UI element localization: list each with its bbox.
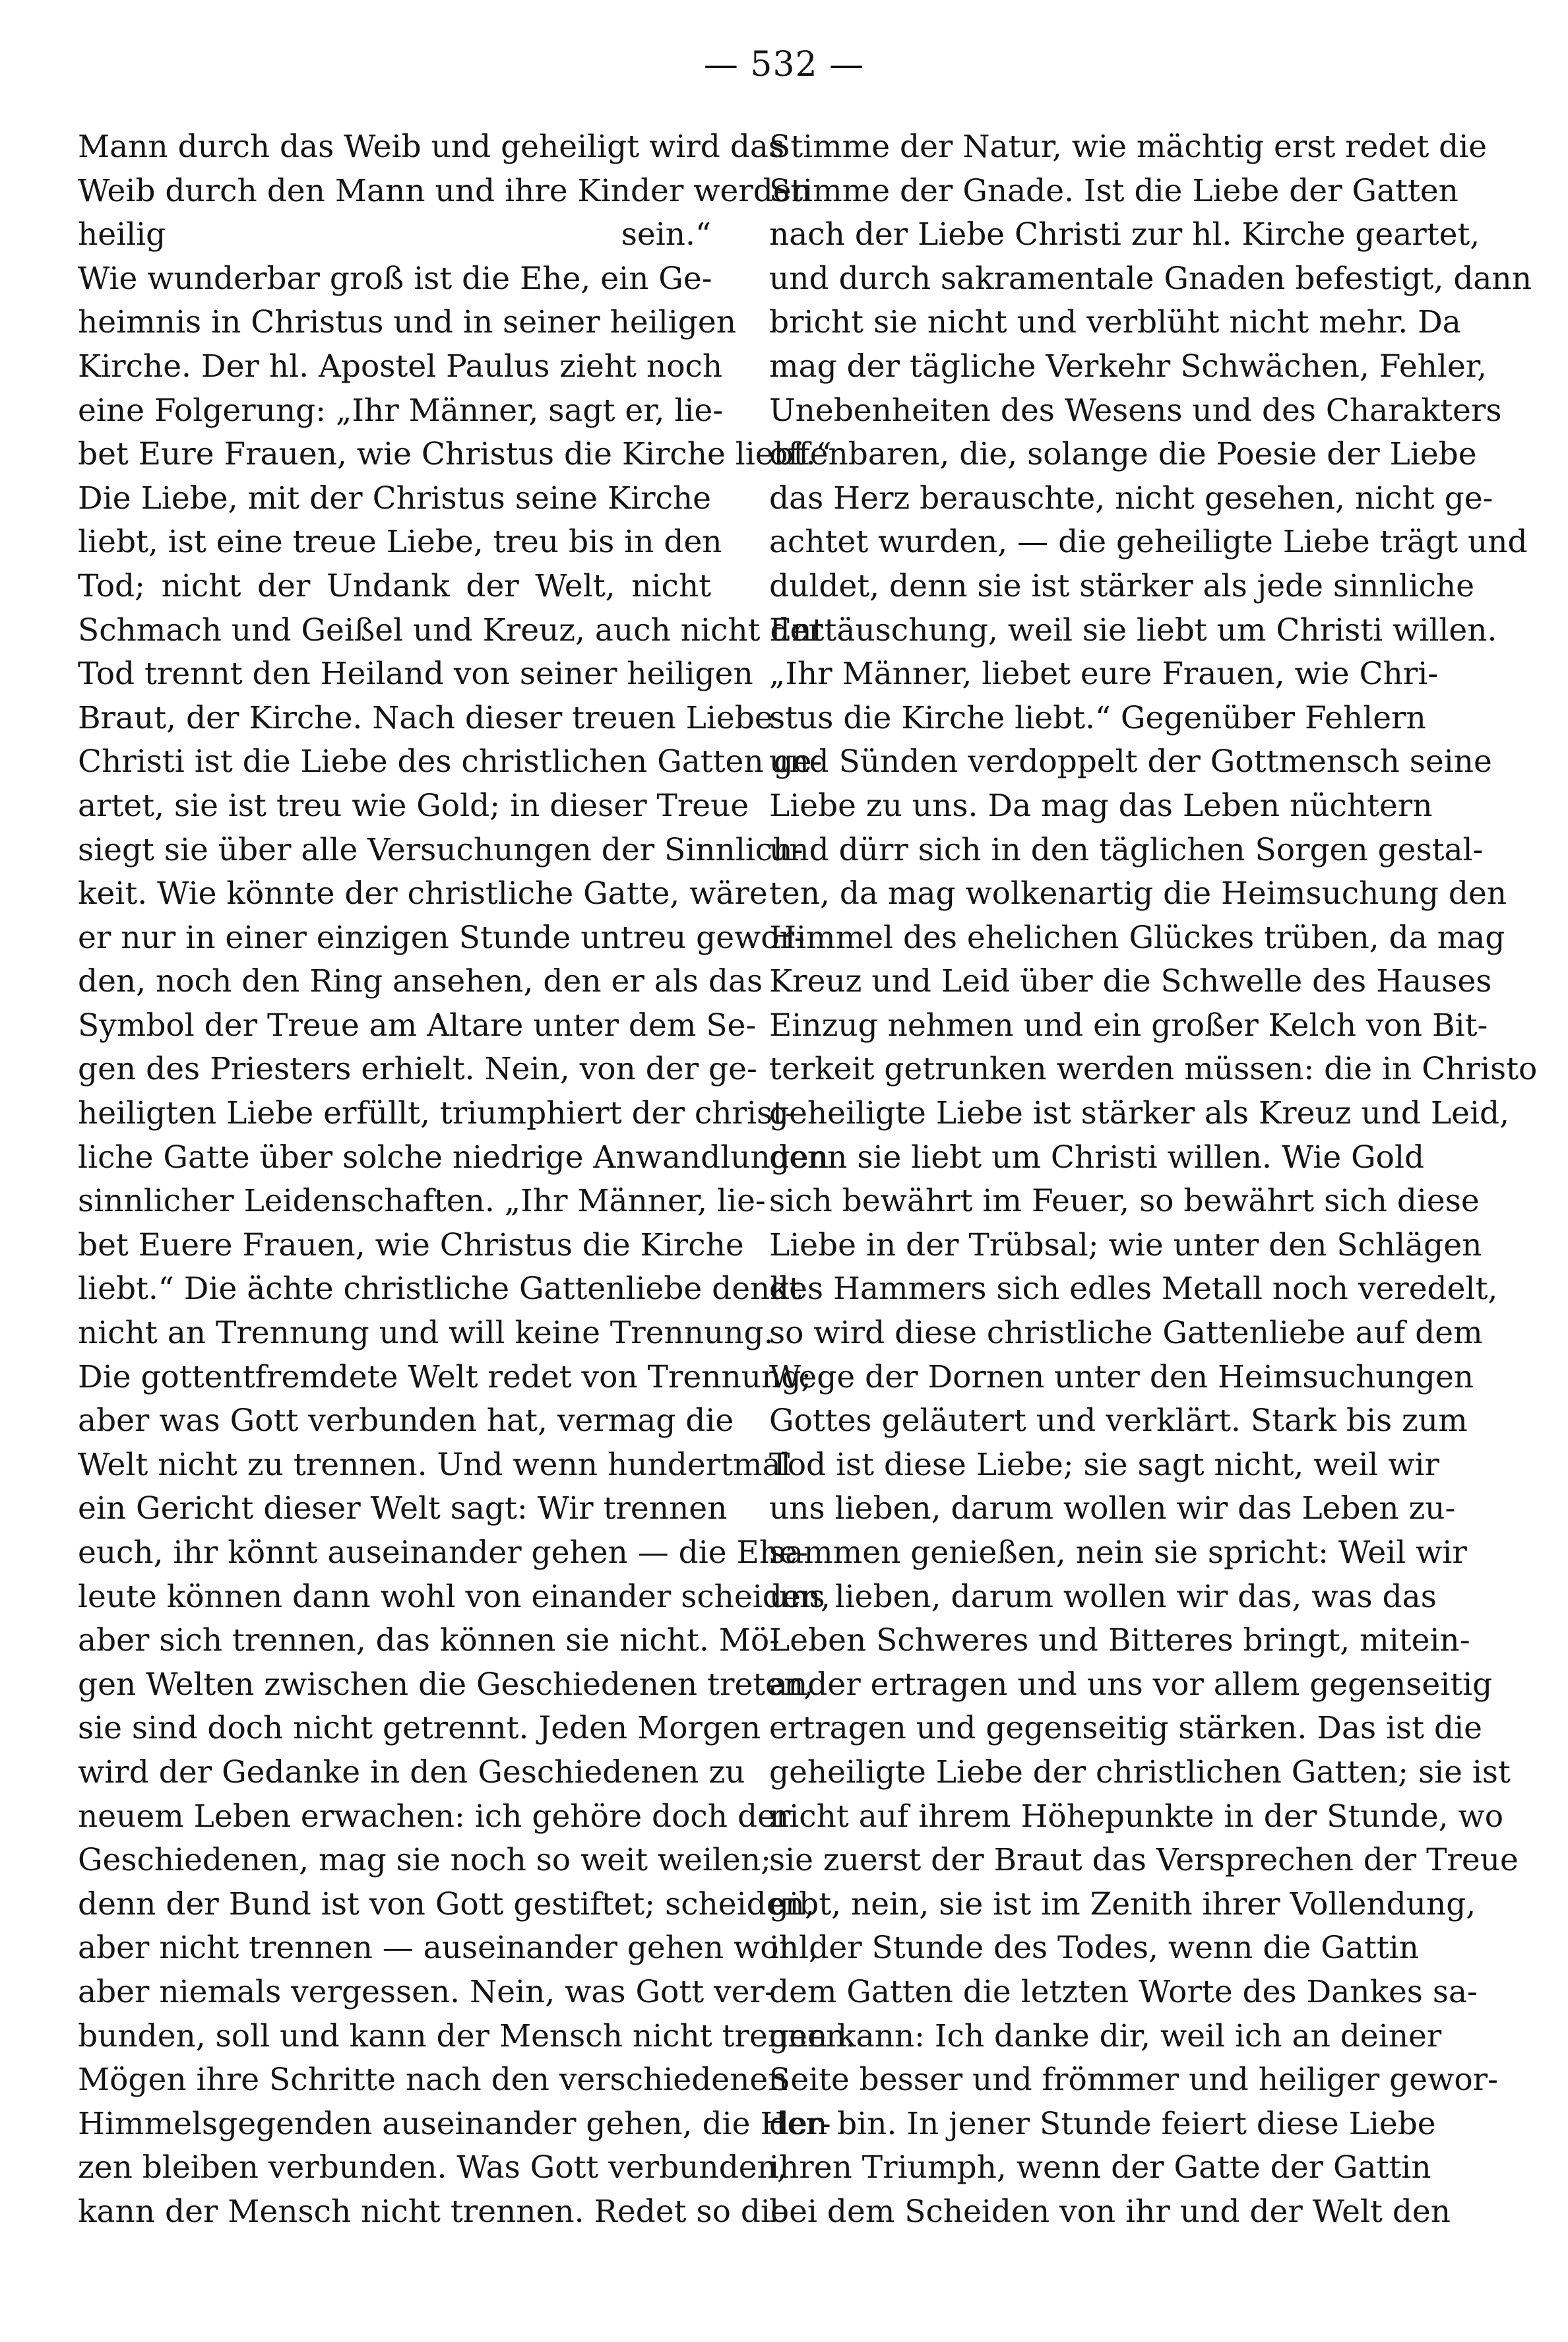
left-column-line: Die gottentfremdete Welt redet von Trennung; (78, 1358, 812, 1395)
left-column-line: Braut, der Kirche. Nach dieser treuen Liebe (78, 699, 773, 736)
left-column-line: aber sich trennen, das können sie nicht. Mö- (78, 1622, 780, 1659)
left-column-line: gen des Priesters erhielt. Nein, von der ge- (78, 1051, 757, 1088)
right-column-line: Liebe in der Trübsal; wie unter den Schlägen (769, 1226, 1482, 1263)
right-column-line: sich bewährt im Feuer, so bewährt sich diese (769, 1183, 1480, 1220)
right-column-line: uns lieben, darum wollen wir das Leben zu- (769, 1490, 1456, 1527)
right-column-line: terkeit getrunken werden müssen: die in Christo (769, 1051, 1538, 1088)
right-column-line: dem Gatten die letzten Worte des Dankes sa- (769, 1973, 1478, 2010)
right-column-line: geheiligte Liebe ist stärker als Kreuz und Leid, (769, 1095, 1510, 1132)
left-column-line: Tod trennt den Heiland von seiner heiligen (78, 656, 753, 693)
left-column-line: heimnis in Christus und in seiner heiligen (78, 304, 736, 341)
right-column-line: Tod ist diese Liebe; sie sagt nicht, weil wir (769, 1446, 1439, 1483)
right-column-line: ertragen und gegenseitig stärken. Das ist die (769, 1710, 1482, 1747)
left-column-line: Himmelsgegenden auseinander gehen, die Her- (78, 2105, 831, 2142)
left-column-line: bunden, soll und kann der Mensch nicht trennen. (78, 2017, 856, 2054)
right-column-line: gen kann: Ich danke dir, weil ich an deiner (769, 2017, 1442, 2054)
left-column-line: aber was Gott verbunden hat, vermag die (78, 1403, 734, 1440)
right-column-line: Wege der Dornen unter den Heimsuchungen (769, 1358, 1474, 1395)
left-column-line: den, noch den Ring ansehen, den er als das (78, 963, 763, 1000)
left-column-line: Mann durch das Weib und geheiligt wird das (78, 129, 785, 165)
left-column-line: neuem Leben erwachen: ich gehöre doch der (78, 1798, 791, 1835)
right-column-line: Enttäuschung, weil sie liebt um Christi willen. (769, 612, 1497, 649)
right-column-line: des Hammers sich edles Metall noch veredelt, (769, 1271, 1498, 1308)
right-column-line: Stimme der Natur, wie mächtig erst redet die (769, 129, 1488, 165)
left-column-line: euch, ihr könnt auseinander gehen — die Ehe- (78, 1535, 808, 1571)
right-column-line: nach der Liebe Christi zur hl. Kirche geartet, (769, 216, 1480, 253)
right-column-line: Einzug nehmen und ein großer Kelch von Bit- (769, 1007, 1488, 1044)
left-column-line: zen bleiben verbunden. Was Gott verbunden, (78, 2149, 787, 2186)
left-column-line: Mögen ihre Schritte nach den verschiedenen (78, 2062, 788, 2099)
left-column-line: Symbol der Treue am Altare unter dem Se- (78, 1007, 757, 1044)
right-text-column (769, 125, 1538, 2234)
right-column-line: Gottes geläutert und verklärt. Stark bis zum (769, 1403, 1468, 1440)
right-column-line: bei dem Scheiden von ihr und der Welt den (769, 2193, 1451, 2230)
right-column-line: nicht auf ihrem Höhepunkte in der Stunde, wo (769, 1798, 1504, 1835)
left-column-line: nicht an Trennung und will keine Trennung. (78, 1315, 774, 1352)
right-column-line: gibt, nein, sie ist im Zenith ihrer Vollendung, (769, 1885, 1476, 1922)
left-column-line: sie sind doch nicht getrennt. Jeden Morgen (78, 1710, 761, 1747)
right-column-line: Leben Schweres und Bitteres bringt, mitein- (769, 1622, 1470, 1659)
left-column-line: kann der Mensch nicht trennen. Redet so die (78, 2193, 789, 2230)
left-column-line: liebt, ist eine treue Liebe, treu bis in den (78, 524, 722, 561)
right-column-line: und durch sakramentale Gnaden befestigt, dann (769, 260, 1532, 297)
left-column-line: liebt.“ Die ächte christliche Gattenliebe denkt (78, 1271, 801, 1308)
left-column-line: siegt sie über alle Versuchungen der Sinnlich- (78, 831, 803, 868)
right-column-line: ander ertragen und uns vor allem gegenseitig (769, 1666, 1493, 1703)
right-column-line: bricht sie nicht und verblüht nicht mehr. Da (769, 304, 1461, 341)
left-column-line: Welt nicht zu trennen. Und wenn hundertmal (78, 1446, 791, 1483)
left-column-line: Tod; nicht der Undank der Welt, nicht (78, 567, 711, 604)
left-column-line: Schmach und Geißel und Kreuz, auch nicht der (78, 612, 823, 649)
right-column-line: Liebe zu uns. Da mag das Leben nüchtern (769, 787, 1433, 824)
left-column-line: Weib durch den Mann und ihre Kinder werden (78, 172, 811, 209)
right-column-line: und dürr sich in den täglichen Sorgen gestal- (769, 831, 1484, 868)
left-column-line: Geschiedenen, mag sie noch so weit weilen; (78, 1842, 771, 1879)
right-column-line: Unebenheiten des Wesens und des Charakters (769, 392, 1502, 429)
right-column-line: denn sie liebt um Christi willen. Wie Gold (769, 1139, 1425, 1176)
left-column-line: heiligten Liebe erfüllt, triumphiert der christ- (78, 1095, 796, 1132)
right-column-line: Kreuz und Leid über die Schwelle des Hauses (769, 963, 1492, 1000)
right-column-line: sammen genießen, nein sie spricht: Weil wir (769, 1535, 1467, 1571)
left-column-line: heilig sein.“ (78, 216, 711, 253)
left-column-line: wird der Gedanke in den Geschiedenen zu (78, 1754, 745, 1790)
left-column-line: artet, sie ist treu wie Gold; in dieser Treue (78, 787, 749, 824)
right-column-line: mag der tägliche Verkehr Schwächen, Fehler, (769, 348, 1488, 385)
right-column-line: ten, da mag wolkenartig die Heimsuchung den (769, 875, 1507, 912)
right-column-line: „Ihr Männer, liebet eure Frauen, wie Chri- (769, 656, 1439, 693)
right-column-line: und Sünden verdoppelt der Gottmensch seine (769, 744, 1492, 780)
right-column-line: uns lieben, darum wollen wir das, was das (769, 1578, 1437, 1615)
left-column-line: eine Folgerung: „Ihr Männer, sagt er, lie- (78, 392, 724, 429)
right-column-line: Seite besser und frömmer und heiliger gewor- (769, 2062, 1498, 2099)
right-column-line: den bin. In jener Stunde feiert diese Liebe (769, 2105, 1436, 2142)
right-column-line: stus die Kirche liebt.“ Gegenüber Fehlern (769, 699, 1426, 736)
right-column-line: achtet wurden, — die geheiligte Liebe trägt und (769, 524, 1528, 561)
left-column-line: keit. Wie könnte der christliche Gatte, wäre (78, 875, 768, 912)
right-column-line: in der Stunde des Todes, wenn die Gattin (769, 1930, 1419, 1967)
left-column-line: Die Liebe, mit der Christus seine Kirche (78, 480, 711, 517)
left-column-line: Kirche. Der hl. Apostel Paulus zieht noch (78, 348, 723, 385)
right-column-line: duldet, denn sie ist stärker als jede sinnliche (769, 567, 1475, 604)
left-column-line: aber niemals vergessen. Nein, was Gott ver- (78, 1973, 775, 2010)
left-column-line: bet Euere Frauen, wie Christus die Kirche (78, 1226, 744, 1263)
left-column-line: bet Eure Frauen, wie Christus die Kirche liebt.“ (78, 436, 832, 473)
right-column-line: ihren Triumph, wenn der Gatte der Gattin (769, 2149, 1431, 2186)
left-column-line: aber nicht trennen — auseinander gehen wohl, (78, 1930, 819, 1967)
left-column-line: er nur in einer einzigen Stunde untreu gewor- (78, 919, 805, 956)
left-column-line: leute können dann wohl von einander scheiden, (78, 1578, 831, 1615)
left-column-line: ein Gericht dieser Welt sagt: Wir trennen (78, 1490, 728, 1527)
left-column-line: liche Gatte über solche niedrige Anwandlungen (78, 1139, 829, 1176)
right-column-line: geheiligte Liebe der christlichen Gatten; sie ist (769, 1754, 1511, 1790)
left-column-line: denn der Bund ist von Gott gestiftet; scheiden, (78, 1885, 815, 1922)
left-column-line: sinnlicher Leidenschaften. „Ihr Männer, lie- (78, 1183, 766, 1220)
right-column-line: das Herz berauschte, nicht gesehen, nicht ge- (769, 480, 1493, 517)
right-column-line: offenbaren, die, solange die Poesie der Liebe (769, 436, 1477, 473)
right-column-line: Stimme der Gnade. Ist die Liebe der Gatten (769, 172, 1458, 209)
left-column-line: Christi ist die Liebe des christlichen Gatten ge- (78, 744, 823, 780)
right-column-line: sie zuerst der Braut das Versprechen der Treue (769, 1842, 1519, 1879)
left-column-line: Wie wunderbar groß ist die Ehe, ein Ge- (78, 260, 712, 297)
left-text-column (78, 125, 856, 2234)
page-number: — 532 — (703, 45, 865, 84)
right-column-line: Himmel des ehelichen Glückes trüben, da mag (769, 919, 1505, 956)
left-column-line: gen Welten zwischen die Geschiedenen treten, (78, 1666, 814, 1703)
right-column-line: so wird diese christliche Gattenliebe auf dem (769, 1315, 1483, 1352)
